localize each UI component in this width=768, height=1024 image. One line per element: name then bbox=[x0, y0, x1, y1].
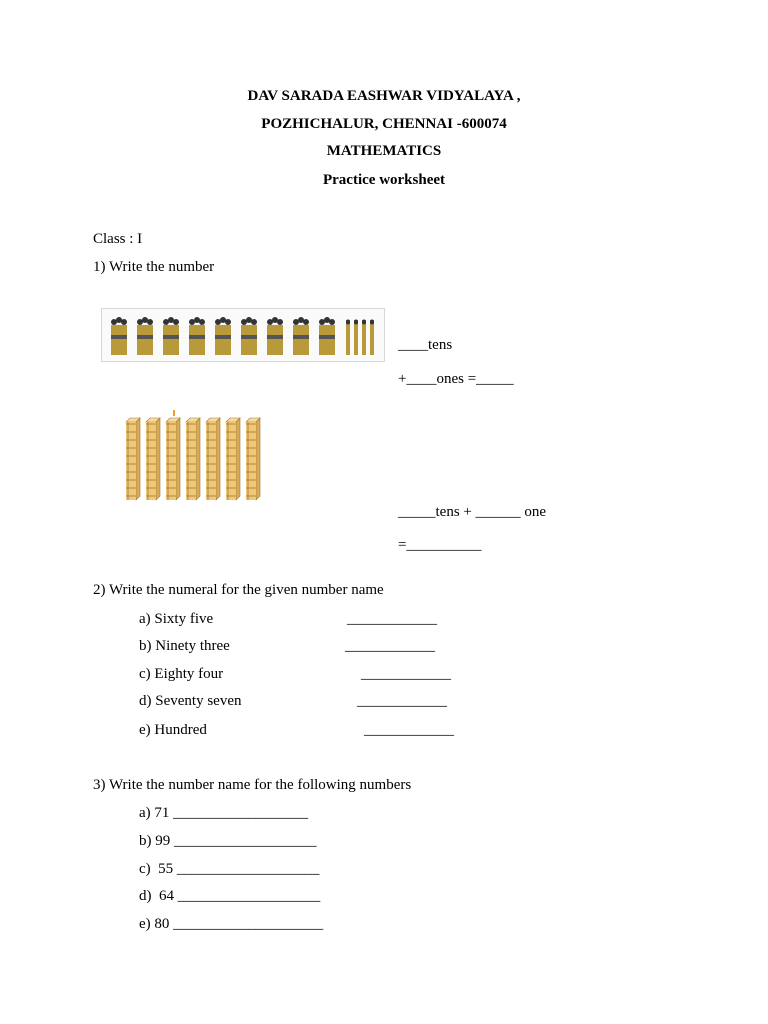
q2-item-label: d) Seventy seven bbox=[139, 693, 242, 709]
stick-bundle-icon bbox=[264, 315, 286, 355]
class-label: Class : I bbox=[93, 231, 143, 247]
stick-bundle-icon bbox=[290, 315, 312, 355]
stick-bundle-icon bbox=[238, 315, 260, 355]
q2-heading: 2) Write the numeral for the given number name bbox=[93, 582, 384, 598]
stick-bundle-icon bbox=[160, 315, 182, 355]
single-stick-icon bbox=[362, 319, 366, 355]
single-stick-icon bbox=[354, 319, 358, 355]
q2-item-label: c) Eighty four bbox=[139, 666, 224, 682]
q2-answer-blank[interactable]: ____________ bbox=[364, 722, 454, 738]
q3-item[interactable]: b) 99 ___________________ bbox=[139, 833, 317, 849]
q2-answer-blank[interactable]: ____________ bbox=[345, 638, 435, 654]
q2-item-label: a) Sixty five bbox=[139, 611, 214, 627]
school-name: DAV SARADA EASHWAR VIDYALAYA , bbox=[247, 88, 521, 104]
stick-bundle-icon bbox=[316, 315, 338, 355]
stick-bundle-icon bbox=[108, 315, 130, 355]
q3-heading: 3) Write the number name for the following numbers bbox=[93, 777, 412, 793]
base-ten-blocks-image bbox=[118, 400, 268, 525]
single-stick-icon bbox=[346, 319, 350, 355]
q1-tens-ones-blank[interactable]: _____tens + ______ one bbox=[398, 504, 547, 520]
bundled-sticks-image bbox=[101, 308, 385, 362]
stick-bundle-icon bbox=[212, 315, 234, 355]
ten-rods-icon bbox=[118, 400, 268, 525]
q3-item[interactable]: a) 71 __________________ bbox=[139, 805, 309, 821]
q1-total-blank[interactable]: =__________ bbox=[398, 537, 482, 553]
q2-answer-blank[interactable]: ____________ bbox=[361, 666, 451, 682]
subject-title: MATHEMATICS bbox=[326, 143, 442, 159]
stick-bundle-icon bbox=[134, 315, 156, 355]
q3-item[interactable]: e) 80 ____________________ bbox=[139, 916, 324, 932]
q1-ones-blank[interactable]: +____ones =_____ bbox=[398, 371, 514, 387]
q3-item[interactable]: d) 64 ___________________ bbox=[139, 888, 321, 904]
q1-heading: 1) Write the number bbox=[93, 259, 215, 275]
q1-tens-blank[interactable]: ____tens bbox=[398, 337, 453, 353]
worksheet-title: Practice worksheet bbox=[322, 172, 446, 188]
q2-answer-blank[interactable]: ____________ bbox=[357, 693, 447, 709]
q3-item[interactable]: c) 55 ___________________ bbox=[139, 861, 320, 877]
q2-answer-blank[interactable]: ____________ bbox=[347, 611, 437, 627]
q2-item-label: e) Hundred bbox=[139, 722, 207, 738]
stick-bundle-icon bbox=[186, 315, 208, 355]
q2-item-label: b) Ninety three bbox=[139, 638, 230, 654]
single-stick-icon bbox=[370, 319, 374, 355]
school-address: POZHICHALUR, CHENNAI -600074 bbox=[261, 116, 507, 132]
